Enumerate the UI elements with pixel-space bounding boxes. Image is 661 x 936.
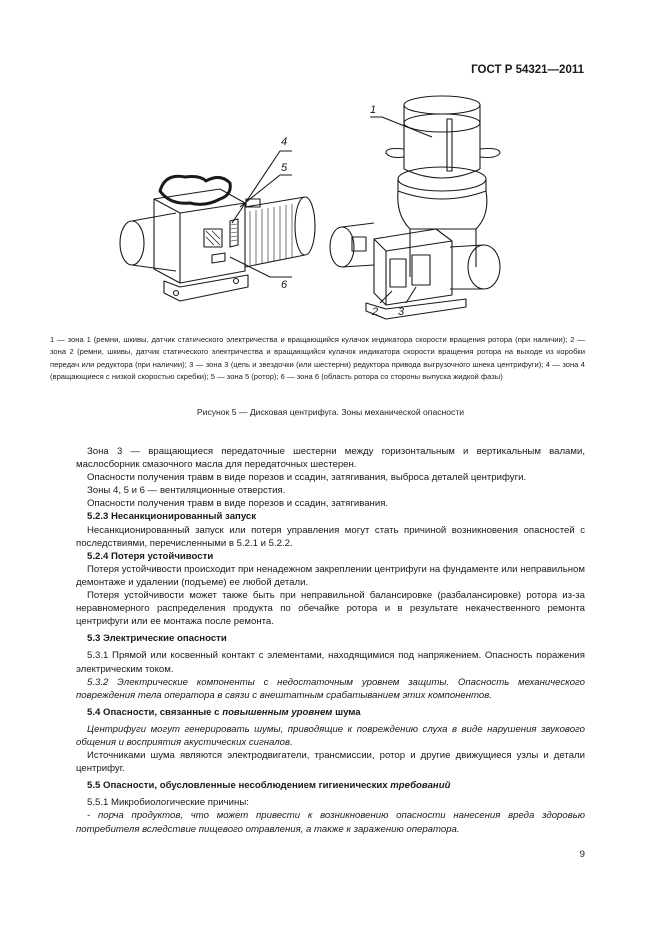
figure-legend: 1 — зона 1 (ремни, шкивы, датчик статического электричества и вращающийся кулачок индикатора скорости вращения ротора (при наличии); 2 — зона 2 (ремни, шкивы, датчик статического электричества и вращающийся кулачок индикатора скорости вращения ротора на выходе из коробки передач или редуктора (при наличии); 3 — зона 3 (цепь и звездочки (или шестерни) редуктора привода выгрузочного шнека центрифуги); 4 — зона 4 (вращающиеся с низкой скоростью скребки); 5 — зона 5 (ротор); 6 — зона 6 (область ротора со стороны выпуска жидкой фазы) <box>50 335 585 382</box>
section-heading: 5.2.4 Потеря устойчивости <box>87 550 214 562</box>
heading-part: требований <box>390 780 451 792</box>
paragraph: Зона 3 — вращающиеся передаточные шестерни между горизонтальным и вертикальным валами, маслосборник смазочного масла для передаточных шестерен. <box>76 446 585 471</box>
heading-part: повышенным уровнем <box>222 706 333 718</box>
centrifuge-figure <box>80 95 580 327</box>
centrifuge-drawing <box>80 95 580 327</box>
heading-part: 5.4 Опасности, связанные с <box>87 706 223 718</box>
paragraph: Потеря устойчивости происходит при ненадежном закреплении центрифуги на фундаменте или неправильном демонтаже и удалении (подъеме) ее любой детали. <box>76 563 585 588</box>
figure-label-6: 6 <box>281 279 288 291</box>
paragraph: - порча продуктов, что может привести к возникновению опасности нанесения вреда здоровью потребителя вследствие пищевого отравления, а также к заражению оператора. <box>76 810 585 835</box>
paragraph: Потеря устойчивости может также быть при неправильной балансировке (разбалансировке) ротора из-за неравномерного распределения продукта по обечайке ротора и в результате некачественного ремонта центрифуги или ее монтажа после ремонта. <box>76 590 585 628</box>
heading-part: шума <box>332 706 361 718</box>
paragraph: Несанкционированный запуск или потеря управления могут стать причиной возникновения опасностей с последствиями, перечисленными в 5.2.1 и 5.2.2. <box>76 524 585 549</box>
section-heading <box>76 706 585 719</box>
paragraph: 5.3.1 Прямой или косвенный контакт с элементами, находящимися под напряжением. Опасность поражения электрическим током. <box>76 650 585 675</box>
paragraph: Зоны 4, 5 и 6 — вентиляционные отверстия. <box>87 485 286 497</box>
figure-label-2: 2 <box>372 306 379 318</box>
section-heading <box>76 779 585 792</box>
heading-part: 5.5 Опасности, обусловленные несоблюдением гигиенических <box>87 780 391 792</box>
section-heading: 5.3 Электрические опасности <box>87 633 227 645</box>
figure-label-5: 5 <box>281 162 288 174</box>
page-number: 9 <box>579 849 585 860</box>
figure-label-1: 1 <box>370 104 377 116</box>
figure-caption: Рисунок 5 — Дисковая центрифуга. Зоны механической опасности <box>196 407 465 417</box>
paragraph: 5.3.2 Электрические компоненты с недостаточным уровнем защиты. Опасность механического повреждения тела оператора в связи с внештатным срабатыванием этих компонентов. <box>76 676 585 701</box>
standard-header: ГОСТ Р 54321—2011 <box>471 64 584 76</box>
section-heading: 5.2.3 Несанкционированный запуск <box>87 511 257 523</box>
main-text <box>76 445 585 836</box>
paragraph: Опасности получения травм в виде порезов и ссадин, затягивания. <box>87 498 389 510</box>
figure-label-4: 4 <box>281 136 288 148</box>
paragraph: Опасности получения травм в виде порезов и ссадин, затягивания, выброса деталей центрифуги. <box>87 472 527 484</box>
paragraph: Центрифуги могут генерировать шумы, приводящие к повреждению слуха в виде нарушения звукового общения и восприятия акустических сигналов. <box>76 723 585 748</box>
figure-label-3: 3 <box>398 306 405 318</box>
paragraph: 5.5.1 Микробиологические причины: <box>87 797 249 809</box>
paragraph: Источниками шума являются электродвигатели, трансмиссии, ротор и другие движущиеся узлы и детали центрифуг. <box>76 750 585 775</box>
